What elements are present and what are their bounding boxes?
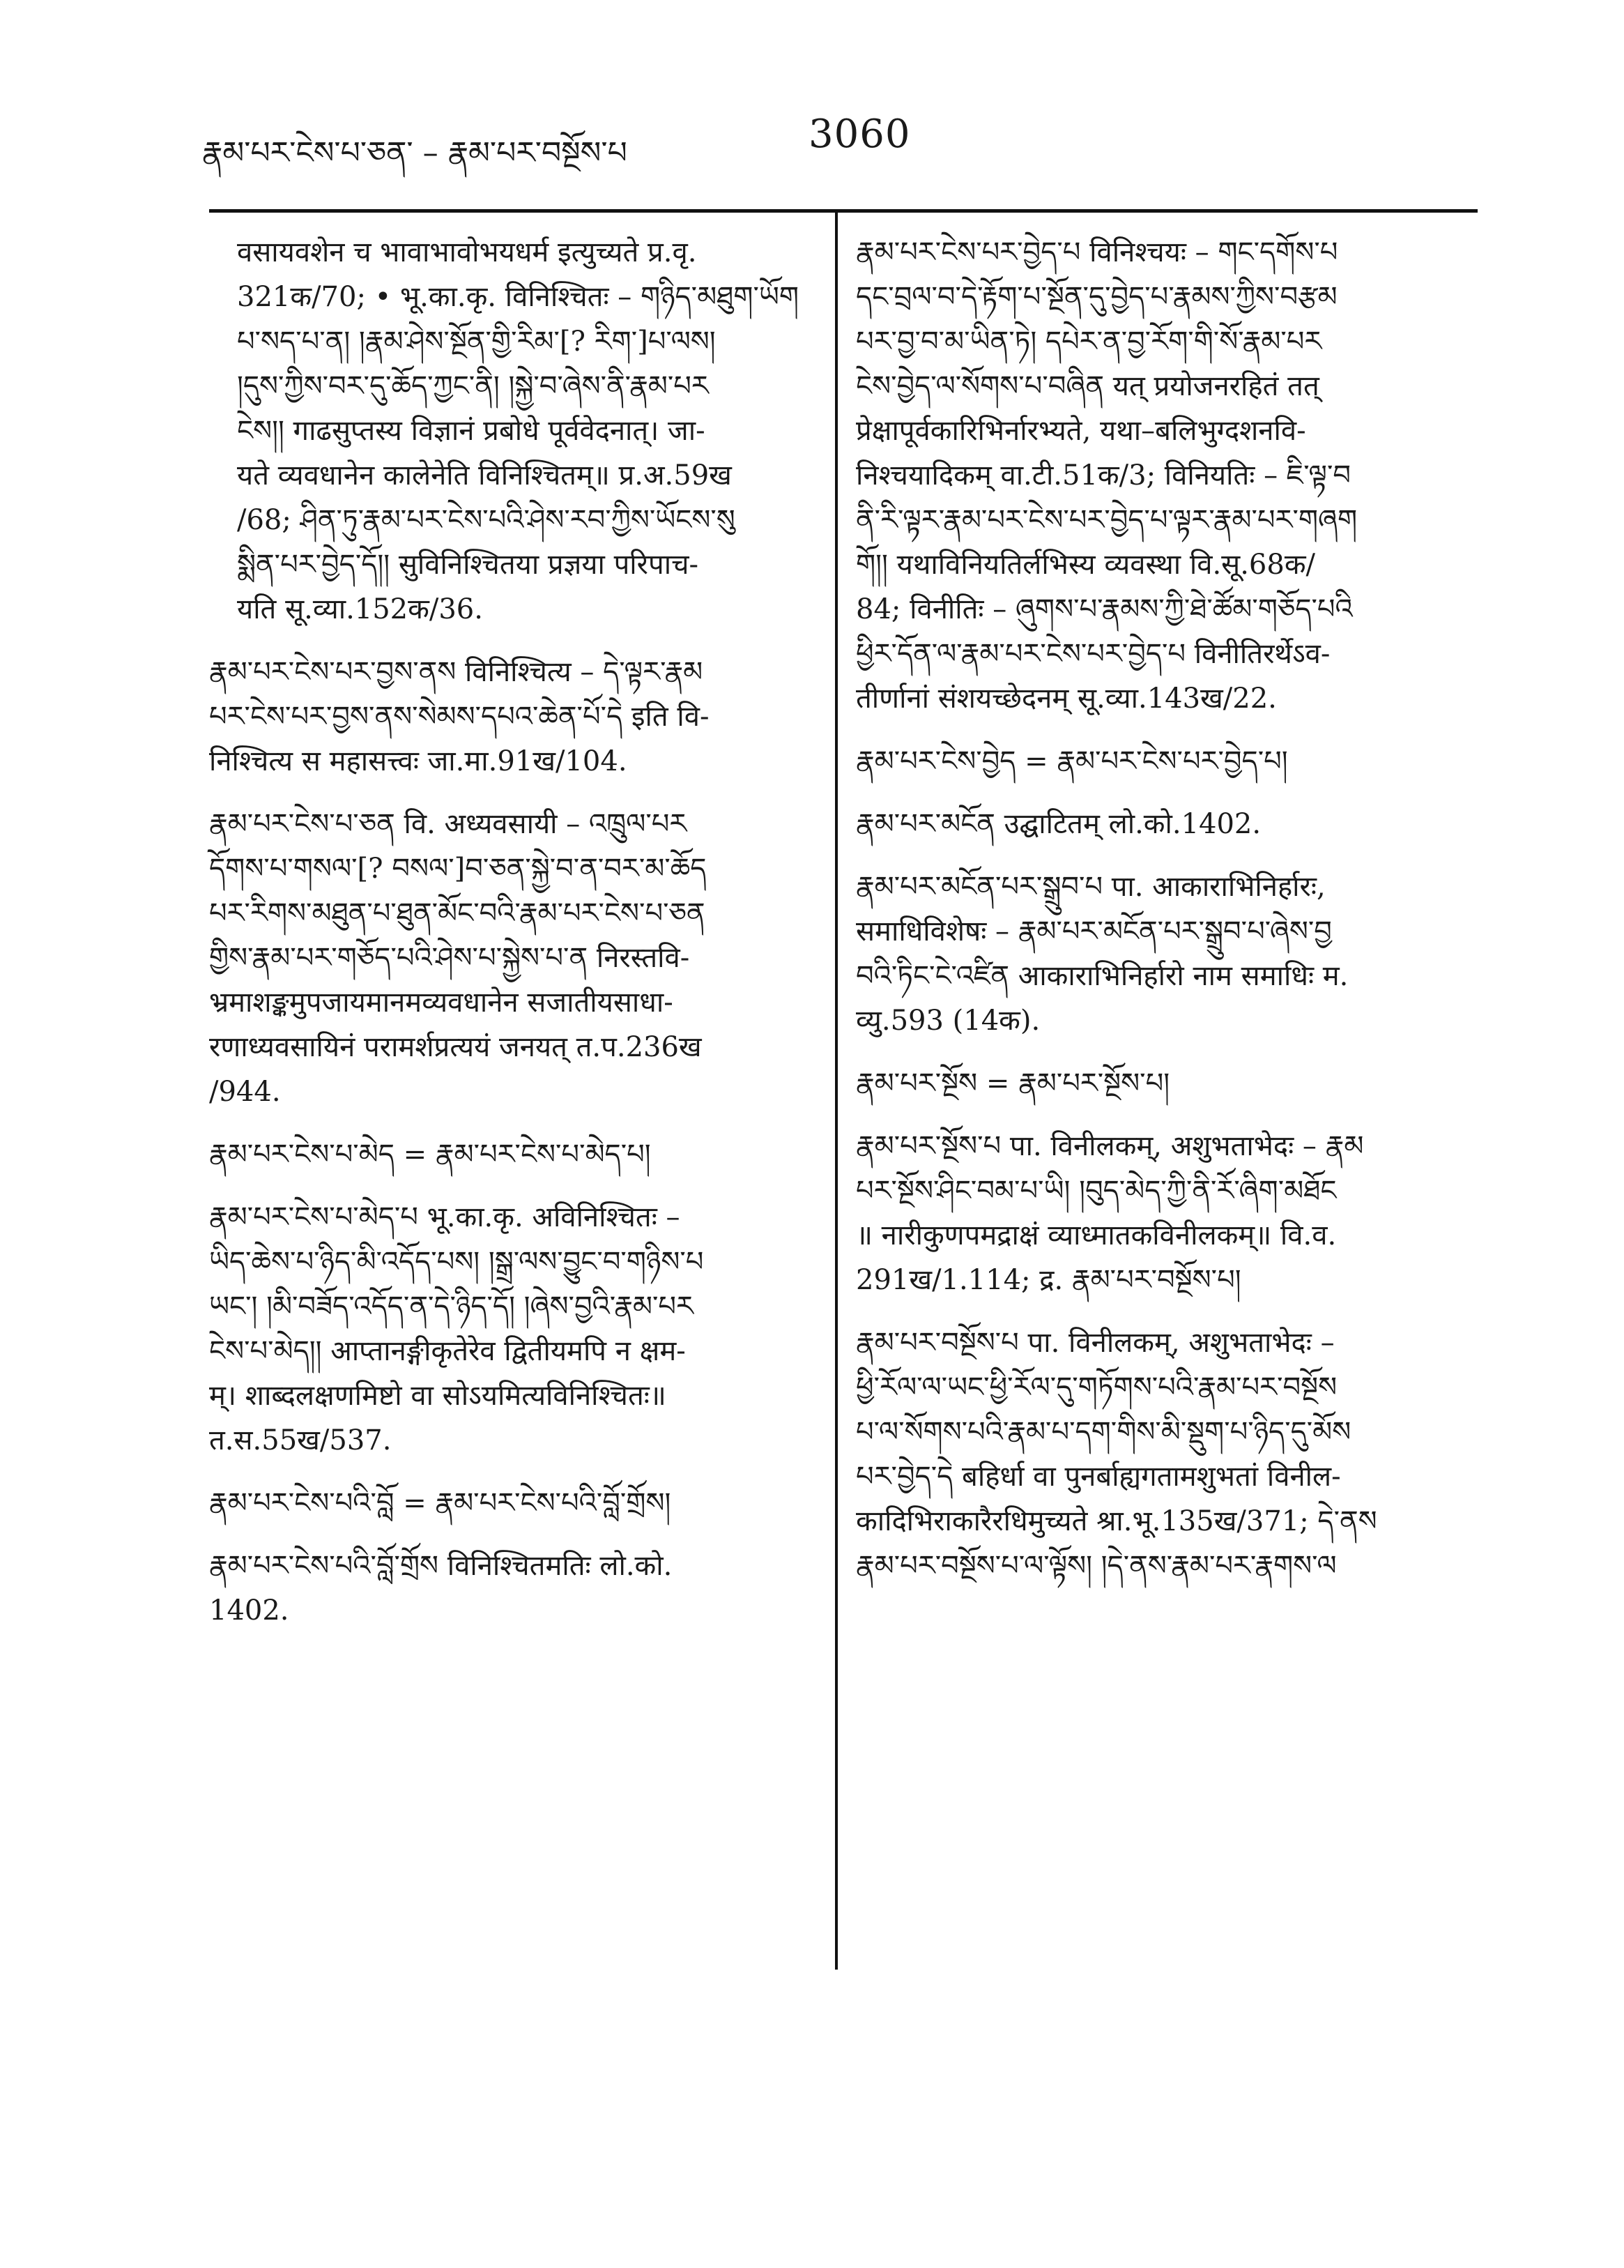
entry-line: རྣམ་པར་ངེས་བྱེད = རྣམ་པར་ངེས་པར་བྱེད་པ། xyxy=(856,745,1288,777)
entry-line: རྣམ་པར་ངེས་པ་མེད་པ भू.का.कृ. अविनिश्चितः – xyxy=(209,1201,680,1233)
entry-line: རྣམ་པར་མངོན उद्घाटितम् लो.को.1402. xyxy=(856,808,1262,840)
entry-line: རྣམ་པར་མངོན་པར་སྒྲུབ་པ पा. आकाराभिनिर्हारः, xyxy=(856,871,1326,903)
entry-line: निश्चयादिकम् वा.टी.51क/3; विनियतिः – ཇི་ལྟ་བ xyxy=(856,459,1351,492)
entry-line: 291ख/1.114; द्र. རྣམ་པར་བསྔོས་པ། xyxy=(856,1264,1241,1296)
entry-line: /68; ཤིན་ཏུ་རྣམ་པར་ངེས་པའི་ཤེས་རབ་ཀྱིས་ཡོངས་སུ xyxy=(237,504,735,536)
dictionary-entry xyxy=(209,802,815,1114)
entry-line: རྣམ་པར་སྔོས་པ पा. विनीलकम्, अशुभताभेदः – རྣམ xyxy=(856,1130,1364,1162)
right-column xyxy=(856,230,1469,1606)
dictionary-entry xyxy=(209,1132,815,1177)
entry-line: བའི་ཏིང་ངེ་འཛིན आकाराभिनिर्हारो नाम समाधिः म. xyxy=(856,960,1349,992)
entry-line: རྣམ་པར་ངེས་པ་མེད = རྣམ་པར་ངེས་པ་མེད་པ། xyxy=(209,1139,651,1171)
entry-line: यति सू.व्या.152क/36. xyxy=(237,593,483,625)
entry-line: ཕྱི་རོལ་ལ་ཡང་ཕྱི་རོལ་དུ་གཏོགས་པའི་རྣམ་པར་བསྔོས xyxy=(856,1371,1338,1403)
entry-line: ངེས་བྱེད་ལ་སོགས་པ་བཞིན यत् प्रयोजनरहितं तत् xyxy=(856,370,1319,402)
entry-line: म्। शाब्दलक्षणमिष्टो वा सोऽयमित्यविनिश्चितः॥ xyxy=(209,1380,666,1412)
page-number: 3060 xyxy=(809,112,911,157)
entry-line: ནི་རི་ལྟར་རྣམ་པར་ངེས་པར་བྱེད་པ་ལྟར་རྣམ་པར་གཞག xyxy=(856,504,1358,536)
dictionary-entry xyxy=(856,1124,1469,1302)
entry-line: རྣམ་པར་བསྔོས་པ་ལ་ལྟོས། །དེ་ནས་རྣམ་པར་རྣགས་ལ xyxy=(856,1550,1337,1582)
entry-line: रणाध्यवसायिनं परामर्शप्रत्ययं जनयत् त.प.236ख xyxy=(209,1031,702,1063)
entry-line: ཕྱིར་དོན་ལ་རྣམ་པར་ངེས་པར་བྱེད་པ विनीतिरर्थेऽव- xyxy=(856,638,1331,670)
dictionary-entry xyxy=(856,802,1469,846)
header-rule xyxy=(209,209,1478,213)
entry-line: པ་ལ་སོགས་པའི་རྣམ་པ་དག་གིས་མི་སྡུག་པ་ཉིད་དུ་མོས xyxy=(856,1416,1351,1448)
entry-line: ཡང་། །མི་བཟོད་འདོད་ན་དེ་ཉིད་དོ། །ཞེས་བྱའི་རྣམ་པར xyxy=(209,1291,694,1323)
entry-line: ཡིད་ཆེས་པ་ཉིད་མི་འདོད་པས། །སྒྲ་ལས་བྱུང་བ་གཉིས་པ xyxy=(209,1246,704,1278)
dictionary-entry xyxy=(856,1061,1469,1106)
entry-line: 1402. xyxy=(209,1595,289,1627)
entry-line: 321क/70; • भू.का.कृ. विनिश्चितः – གཉིད་མཐུག་ཡོག xyxy=(237,281,799,313)
dictionary-entry xyxy=(856,1321,1469,1588)
entry-line: གྱིས་རྣམ་པར་གཅོད་པའི་ཤེས་པ་སྐྱེས་པ་ན निरस्तवि- xyxy=(209,942,690,974)
entry-line: समाधिविशेषः – རྣམ་པར་མངོན་པར་སྒྲུབ་པ་ཞེས་བྱ xyxy=(856,915,1332,947)
entry-line: པར་རིགས་མཐུན་པ་ཐུན་མོང་བའི་རྣམ་པར་ངེས་པ་ཅན xyxy=(209,897,705,929)
entry-line: तीर्णानां संशयच्छेदनम् सू.व्या.143ख/22. xyxy=(856,683,1277,715)
entry-line: རྣམ་པར་ངེས་པར་བྱས་ནས विनिश्चित्य – དེ་ལྟར་རྣམ xyxy=(209,656,703,688)
entry-line: निश्चित्य स महासत्त्वः जा.मा.91ख/104. xyxy=(209,745,627,777)
dictionary-entry xyxy=(209,230,815,632)
entry-line: རྣམ་པར་ངེས་པ་ཅན वि. अध्यवसायी – འཁྲུལ་པར xyxy=(209,808,687,840)
entry-line: कादिभिराकारैरधिमुच्यते श्रा.भू.135ख/371; དེ་ནས xyxy=(856,1505,1377,1537)
entry-line: यते व्यवधानेन कालेनेति विनिश्चितम्॥ प्र.अ.59ख xyxy=(237,459,732,492)
dictionary-entry xyxy=(209,1481,815,1525)
entry-line: 84; विनीतिः – ཞུགས་པ་རྣམས་ཀྱི་ཐེ་ཚོམ་གཅོད་པའི xyxy=(856,593,1353,625)
entry-line: རྣམ་པར་ངེས་པའི་བློ = རྣམ་པར་ངེས་པའི་བློ་གྲོས། xyxy=(209,1487,671,1519)
entry-line: དོགས་པ་གསལ་[? བསལ་]བ་ཅན་སྐྱེ་བ་ན་བར་མ་ཆོད xyxy=(209,853,707,885)
page-header xyxy=(202,112,1457,174)
dictionary-entry xyxy=(856,230,1469,721)
entry-line: त.स.55ख/537. xyxy=(209,1424,392,1456)
entry-line: པར་སྔོས་ཤིང་བམ་པ་ཡི། །བུད་མེད་ཀྱི་ནི་རོ་ཞིག་མཐོང xyxy=(856,1175,1337,1207)
entry-line: वसायवशेन च भावाभावोभयधर्म इत्युच्यते प्र.वृ. xyxy=(237,236,697,268)
entry-line: པར་བྱ་བ་མ་ཡིན་ཏེ། དཔེར་ན་བྱ་རོག་གི་སོ་རྣམ་པར xyxy=(856,326,1322,358)
entry-line: པར་བྱེད་དེ बहिर्धा वा पुनर्बाह्यगतामशुभतां विनील- xyxy=(856,1461,1341,1493)
entry-line: གོ།། यथाविनियतिर्लभिस्य व्यवस्था वि.सू.68क/ xyxy=(856,549,1316,581)
entry-line: རྣམ་པར་སྔོས = རྣམ་པར་སྔོས་པ། xyxy=(856,1067,1170,1099)
dictionary-entry xyxy=(209,1544,815,1633)
entry-line: प्रेक्षापूर्वकारिभिर्नारभ्यते, यथा–बलिभुग्दशनवि- xyxy=(856,415,1306,447)
entry-line: ॥ नारीकुणपमद्राक्षं व्याध्मातकविनीलकम्॥ वि.व. xyxy=(856,1219,1337,1251)
running-title: རྣམ་པར་ངེས་པ་ཅན་ – རྣམ་པར་བསྔོས་པ xyxy=(202,135,627,171)
dictionary-entry xyxy=(209,1195,815,1463)
entry-line: པ་སད་པ་ན། །རྣམ་ཤེས་སྔོན་གྱི་རིམ་[? རིག་]པ་ལས། xyxy=(237,326,716,358)
entry-line: སྨིན་པར་བྱེད་དོ།། सुविनिश्चितया प्रज्ञया परिपाच- xyxy=(237,549,699,581)
dictionary-entry xyxy=(209,650,815,784)
entry-line: व्यु.593 (14क). xyxy=(856,1005,1041,1037)
dictionary-entry xyxy=(856,865,1469,1043)
entry-line: ངེས་པ་མེད།། आप्तानङ्गीकृतेरेव द्वितीयमपि न क्षम- xyxy=(209,1335,686,1367)
entry-line: པར་ངེས་པར་བྱས་ནས་སེམས་དཔའ་ཆེན་པོ་དེ इति वि- xyxy=(209,701,710,733)
column-divider xyxy=(835,213,838,1970)
entry-line: ངེས།། गाढसुप्तस्य विज्ञानं प्रबोधे पूर्ववेदनात्। जा- xyxy=(237,415,705,447)
dictionary-entry xyxy=(856,739,1469,784)
entry-line: भ्रमाशङ्कमुपजायमानमव्यवधानेन सजातीयसाधा- xyxy=(209,987,673,1019)
entry-line: །དུས་ཀྱིས་བར་དུ་ཆོད་ཀྱང་ནི། །སྐྱེ་བ་ཞེས་ནི་རྣམ་པར xyxy=(237,370,709,402)
entry-line: རྣམ་པར་ངེས་པའི་བློ་གྲོས विनिश्चितमतिः लो.को. xyxy=(209,1550,673,1582)
entry-line: /944. xyxy=(209,1076,281,1108)
entry-line: དང་བྲལ་བ་དེ་རྟོག་པ་སྔོན་དུ་བྱེད་པ་རྣམས་ཀྱིས་བརྩམ xyxy=(856,281,1338,313)
entry-line: རྣམ་པར་བསྔོས་པ पा. विनीलकम्, अशुभताभेदः – xyxy=(856,1327,1335,1359)
entry-line: རྣམ་པར་ངེས་པར་བྱེད་པ विनिश्चयः – གང་དགོས་པ xyxy=(856,236,1338,268)
left-column xyxy=(209,230,815,1651)
